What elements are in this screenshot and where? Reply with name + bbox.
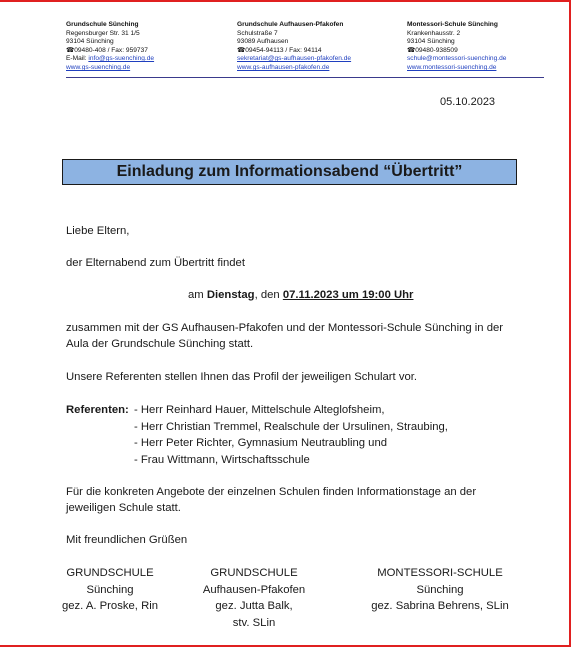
- school-web-link[interactable]: www.gs-aufhausen-pfakofen.de: [237, 63, 330, 71]
- signature-location: Sünching: [86, 583, 134, 596]
- referent-item: - Herr Reinhard Hauer, Mittelschule Alteglofsheim,: [134, 404, 385, 416]
- school-city: 93089 Aufhausen: [237, 38, 289, 46]
- referent-item: - Herr Christian Tremmel, Realschule der Ursulinen, Straubing,: [134, 420, 448, 433]
- referent-item: - Herr Peter Richter, Gymnasium Neutraubling und: [134, 437, 388, 449]
- school-name: Grundschule Aufhausen-Pfakofen: [237, 21, 344, 28]
- letter-date: 05.10.2023: [440, 96, 496, 108]
- letterhead-school-2: [237, 21, 397, 73]
- signature-block-1: [60, 565, 160, 615]
- info-days-line-2: jeweiligen Schule statt.: [66, 502, 181, 514]
- signature-location: Aufhausen-Pfakofen: [202, 583, 306, 596]
- letterhead-divider: [66, 77, 544, 78]
- school-web-link[interactable]: www.montessori-suenching.de: [407, 63, 497, 71]
- event-mid: , den: [254, 289, 283, 301]
- closing: Mit freundlichen Grüßen: [66, 534, 188, 546]
- event-line: [188, 287, 413, 303]
- school-city: 93104 Sünching: [407, 38, 455, 46]
- info-days-line-1: Für die konkreten Angebote der einzelnen Schulen finden Informationstage an der: [66, 486, 477, 498]
- signature-school: GRUNDSCHULE: [66, 567, 154, 579]
- salutation: Liebe Eltern,: [66, 225, 130, 237]
- referents-label: Referenten:: [66, 404, 129, 416]
- email-label: E-Mail:: [66, 55, 89, 63]
- signature-block-3: [362, 565, 518, 615]
- school-street: Schulstraße 7: [237, 29, 278, 37]
- referent-item: - Frau Wittmann, Wirtschaftsschule: [134, 453, 310, 466]
- school-street: Regensburger Str. 31 1/5: [66, 29, 140, 37]
- school-email-link[interactable]: schule@montessori-suenching.de: [407, 55, 507, 63]
- document-title: Einladung zum Informationsabend “Übertritt”: [116, 163, 463, 180]
- event-day: Dienstag: [206, 289, 255, 301]
- event-datetime: 07.11.2023 um 19:00 Uhr: [282, 289, 414, 301]
- intro-line: der Elternabend zum Übertritt findet: [66, 257, 245, 269]
- signature-signed: gez. Sabrina Behrens, SLin: [371, 600, 509, 612]
- school-city: 93104 Sünching: [66, 38, 114, 46]
- letterhead-school-3: [407, 21, 567, 73]
- school-name: Grundschule Sünching: [66, 21, 139, 28]
- school-street: Krankenhausstr. 2: [407, 29, 461, 37]
- page-border-top: [0, 0, 571, 2]
- signature-location: Sünching: [416, 583, 464, 596]
- signature-signed: gez. A. Proske, Rin: [61, 600, 159, 612]
- signature-signed: gez. Jutta Balk,: [215, 600, 293, 612]
- school-phone: ☎09480-408 / Fax: 959737: [66, 46, 148, 54]
- event-prefix: am: [188, 289, 207, 301]
- location-line-2: Aula der Grundschule Sünching statt.: [66, 338, 254, 350]
- document-title-banner: [62, 159, 517, 185]
- location-line-1: zusammen mit der GS Aufhausen-Pfakofen und der Montessori-Schule Sünching in der: [66, 322, 504, 334]
- signature-block-2: [193, 565, 315, 631]
- school-email-row: [66, 55, 226, 64]
- letterhead-school-1: [66, 21, 226, 73]
- signature-school: GRUNDSCHULE: [210, 567, 298, 579]
- school-email-link[interactable]: info@gs-suenching.de: [88, 55, 155, 63]
- school-phone: ☎09480-938509: [407, 46, 458, 54]
- school-name: Montessori-Schule Sünching: [407, 21, 498, 28]
- school-phone: ☎09454-94113 / Fax: 94114: [237, 46, 322, 54]
- school-email-link[interactable]: sekretariat@gs-aufhausen-pfakofen.de: [237, 55, 352, 63]
- school-web-link[interactable]: www.gs-suenching.de: [66, 63, 131, 71]
- signature-school: MONTESSORI-SCHULE: [377, 567, 503, 579]
- signature-role: stv. SLin: [232, 616, 276, 629]
- referents-intro: Unsere Referenten stellen Ihnen das Profil der jeweiligen Schulart vor.: [66, 371, 418, 383]
